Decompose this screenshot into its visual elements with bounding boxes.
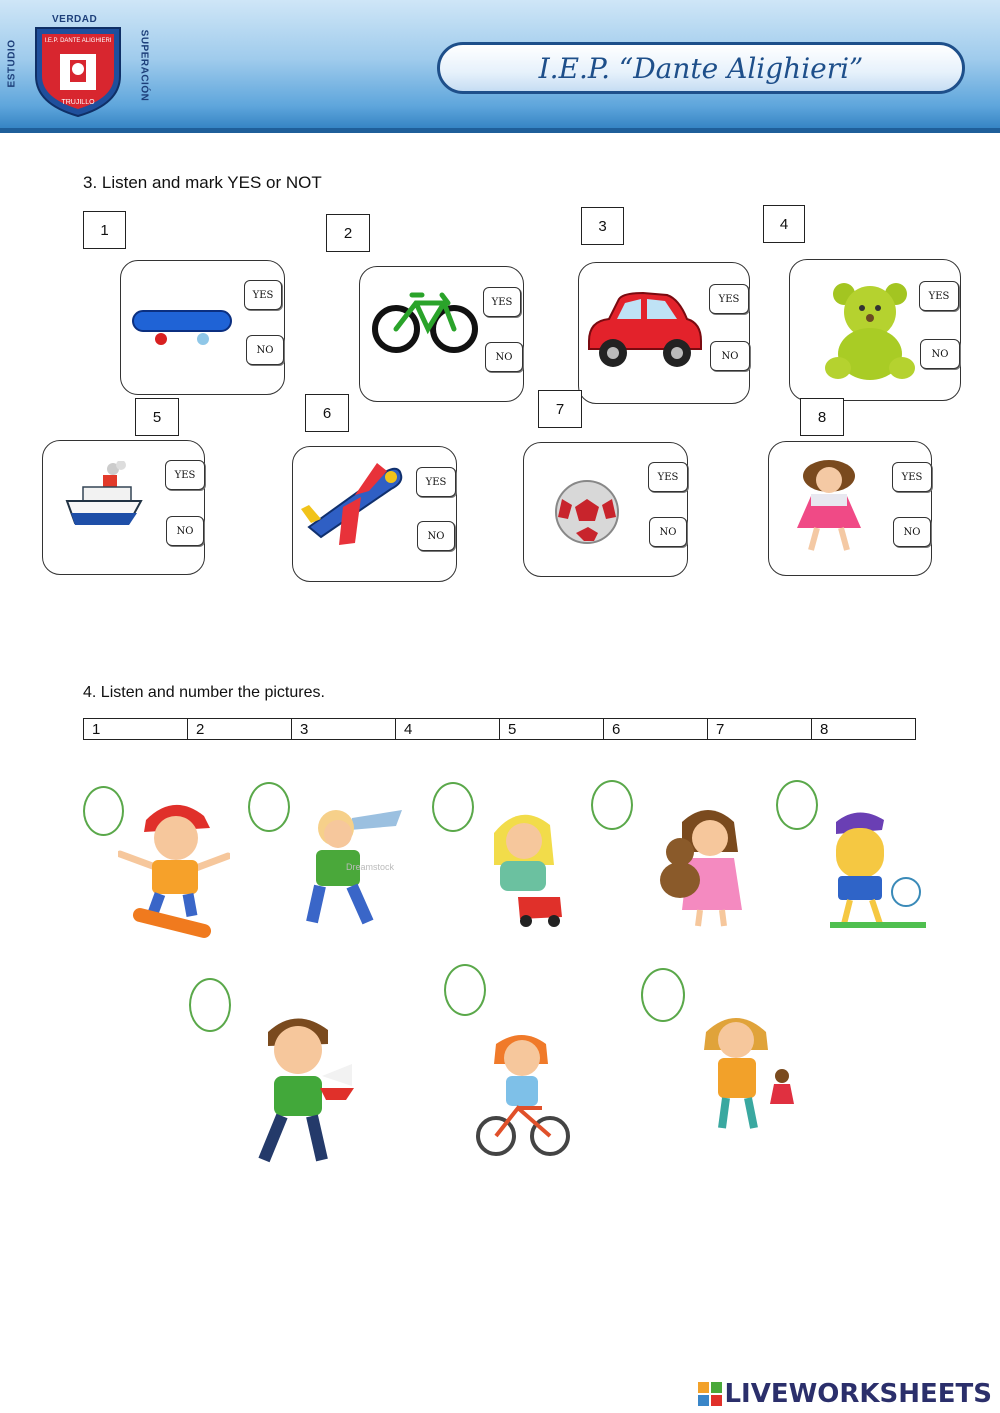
answer-circle[interactable] [641, 968, 685, 1022]
section3-instruction: 3. Listen and mark YES or NOT [83, 173, 322, 192]
school-name-plate [437, 42, 965, 94]
item-number-box: 3 [581, 207, 624, 245]
watermark-text: Dreamstock [346, 862, 395, 872]
crest-motto-left: ESTUDIO [6, 39, 18, 88]
girl-on-bicycle-picture [472, 1028, 572, 1158]
answer-number-table [83, 718, 916, 740]
item-number-box: 8 [800, 398, 844, 436]
answer-circle[interactable] [444, 964, 486, 1016]
car-icon [583, 291, 705, 371]
answer-cell[interactable]: 3 [292, 719, 396, 740]
answer-cell[interactable]: 1 [84, 719, 188, 740]
liveworksheets-mark-icon [698, 1382, 722, 1406]
item-number-box: 1 [83, 211, 126, 249]
answer-cell[interactable]: 8 [812, 719, 916, 740]
no-button[interactable]: NO [485, 342, 523, 372]
answer-cell[interactable]: 2 [188, 719, 292, 740]
yes-button[interactable]: YES [709, 284, 749, 314]
yes-button[interactable]: YES [892, 462, 932, 492]
answer-circle[interactable] [248, 782, 290, 832]
yes-button[interactable]: YES [648, 462, 688, 492]
boy-with-boat-picture [248, 1010, 358, 1174]
crest-city: TRUJILLO [61, 99, 95, 106]
crest-motto-right: SUPERACIÓN [138, 29, 150, 102]
answer-circle[interactable] [189, 978, 231, 1032]
no-button[interactable]: NO [920, 339, 960, 369]
item-number-box: 2 [326, 214, 370, 252]
ball-icon [554, 479, 620, 545]
boy-with-airplane-picture [302, 800, 406, 932]
girl-with-teddy-bear-picture [652, 800, 752, 930]
item-number-box: 7 [538, 390, 582, 428]
answer-cell[interactable]: 7 [708, 719, 812, 740]
teddy-bear-icon [824, 280, 916, 382]
answer-cell[interactable]: 6 [604, 719, 708, 740]
airplane-icon [299, 457, 405, 549]
skateboard-icon [131, 303, 235, 351]
yes-button[interactable]: YES [919, 281, 959, 311]
no-button[interactable]: NO [649, 517, 687, 547]
no-button[interactable]: NO [246, 335, 284, 365]
no-button[interactable]: NO [710, 341, 750, 371]
crest-inner-text: I.E.P. DANTE ALIGHIERI [44, 38, 112, 44]
no-button[interactable]: NO [893, 517, 931, 547]
answer-cell[interactable]: 5 [500, 719, 604, 740]
section4-instruction: 4. Listen and number the pictures. [83, 684, 325, 701]
liveworksheets-logo [698, 1378, 992, 1410]
item-number-box: 5 [135, 398, 179, 436]
yes-button[interactable]: YES [165, 460, 205, 490]
no-button[interactable]: NO [166, 516, 204, 546]
item-number-box: 4 [763, 205, 805, 243]
yes-button[interactable]: YES [416, 467, 456, 497]
yes-button[interactable]: YES [483, 287, 521, 317]
bicycle-icon [370, 285, 480, 355]
answer-circle[interactable] [591, 780, 633, 830]
boy-with-ball-picture [828, 806, 928, 930]
no-button[interactable]: NO [417, 521, 455, 551]
item-number-box: 6 [305, 394, 349, 432]
crest-motto-top: VERDAD [52, 14, 98, 25]
girl-with-toy-car-picture [480, 805, 566, 927]
answer-cell[interactable]: 4 [396, 719, 500, 740]
school-name: I.E.P. “Dante Alighieri” [538, 51, 864, 85]
doll-icon [789, 458, 869, 554]
liveworksheets-brand: LIVEWORKSHEETS [724, 1379, 992, 1409]
yes-button[interactable]: YES [244, 280, 282, 310]
answer-circle[interactable] [776, 780, 818, 830]
header-divider [0, 128, 1000, 133]
ship-icon [65, 461, 143, 539]
answer-circle[interactable] [432, 782, 474, 832]
girl-with-doll-picture [696, 1010, 800, 1134]
boy-skateboarding-picture [118, 798, 230, 946]
